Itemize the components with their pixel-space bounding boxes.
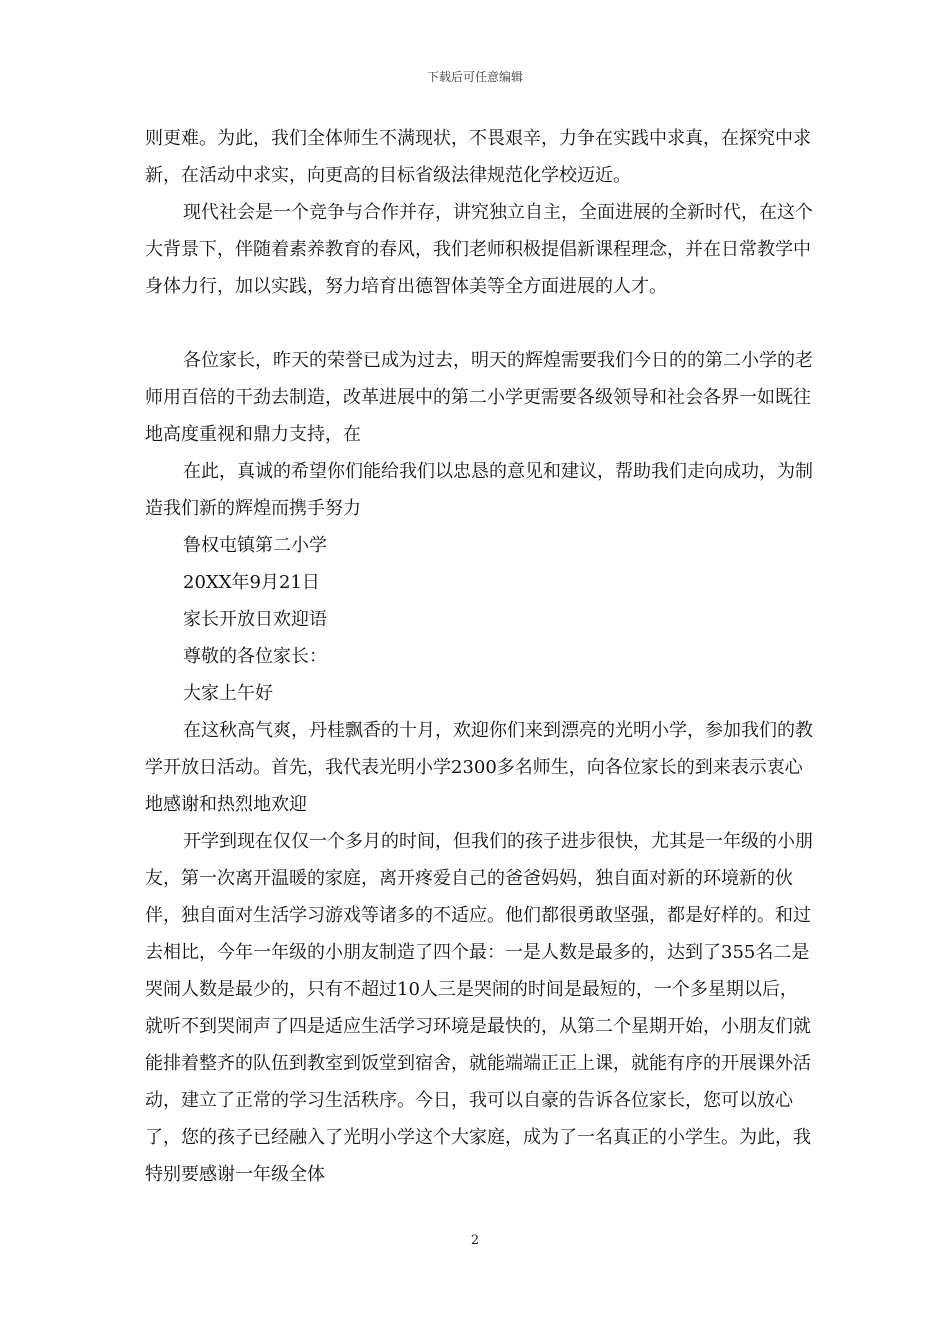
section-title: 家长开放日欢迎语 [183, 609, 327, 630]
paragraph-spacer [145, 305, 815, 342]
signature-date: 20XX年9月21日 [183, 572, 320, 593]
paragraph-parents-appeal: 各位家长，昨天的荣誉已成为过去，明天的辉煌需要我们今日的的第二小学的老师用百倍的干劲去制造，改革进展中的第二小学更需要各级领导和社会各界一如既往地高度重视和鼎力支持，在 [145, 350, 813, 445]
document-body [145, 120, 815, 1193]
page-header-note: 下载后可任意编辑 [426, 70, 523, 84]
paragraph-modern-society: 现代社会是一个竞争与合作并存，讲究独立自主，全面进展的全新时代，在这个大背景下，伴随着素养教育的春风，我们老师积极提倡新课程理念，并在日常教学中身体力行，加以实践，努力培育出德智体美等全方面进展的人才。 [145, 202, 813, 297]
paragraph-continuation: 则更难。为此，我们全体师生不满现状，不畏艰辛，力争在实践中求真，在探究中求新，在活动中求实，向更高的目标省级法律规范化学校迈近。 [145, 128, 811, 186]
page-number: 2 [470, 1233, 480, 1248]
salutation: 尊敬的各位家长： [183, 646, 327, 667]
paragraph-sincere-hope: 在此，真诚的希望你们能给我们以忠恳的意见和建议，帮助我们走向成功，为制造我们新的辉煌而携手努力 [145, 461, 813, 519]
paragraph-welcome: 在这秋高气爽，丹桂飘香的十月，欢迎你们来到漂亮的光明小学，参加我们的教学开放日活动。首先，我代表光明小学2300多名师生，向各位家长的到来表示衷心地感谢和热烈地欢迎 [145, 720, 813, 815]
greeting: 大家上午好 [183, 683, 273, 704]
paragraph-first-graders: 开学到现在仅仅一个多月的时间，但我们的孩子进步很快，尤其是一年级的小朋友，第一次离开温暖的家庭，离开疼爱自己的爸爸妈妈，独自面对新的环境新的伙伴，独自面对生活学习游戏等诸多的不适应。他们都很勇敢坚强，都是好样的。和过去相比，今年一年级的小朋友制造了四个最：一是人数是最多的，达到了355名二是哭闹人数是最少的，只有不超过10人三是哭闹的时间是最短的，一个多星期以后，就听不到哭闹声了四是适应生活学习环境是最快的，从第二个星期开始，小朋友们就能排着整齐的队伍到教室到饭堂到宿舍，就能端端正正上课，就能有序的开展课外活动，建立了正常的学习生活秩序。今日，我可以自豪的告诉各位家长，您可以放心了，您的孩子已经融入了光明小学这个大家庭，成为了一名真正的小学生。为此，我特别要感谢一年级全体 [145, 831, 813, 1185]
signature-school-name: 鲁权屯镇第二小学 [183, 535, 327, 556]
